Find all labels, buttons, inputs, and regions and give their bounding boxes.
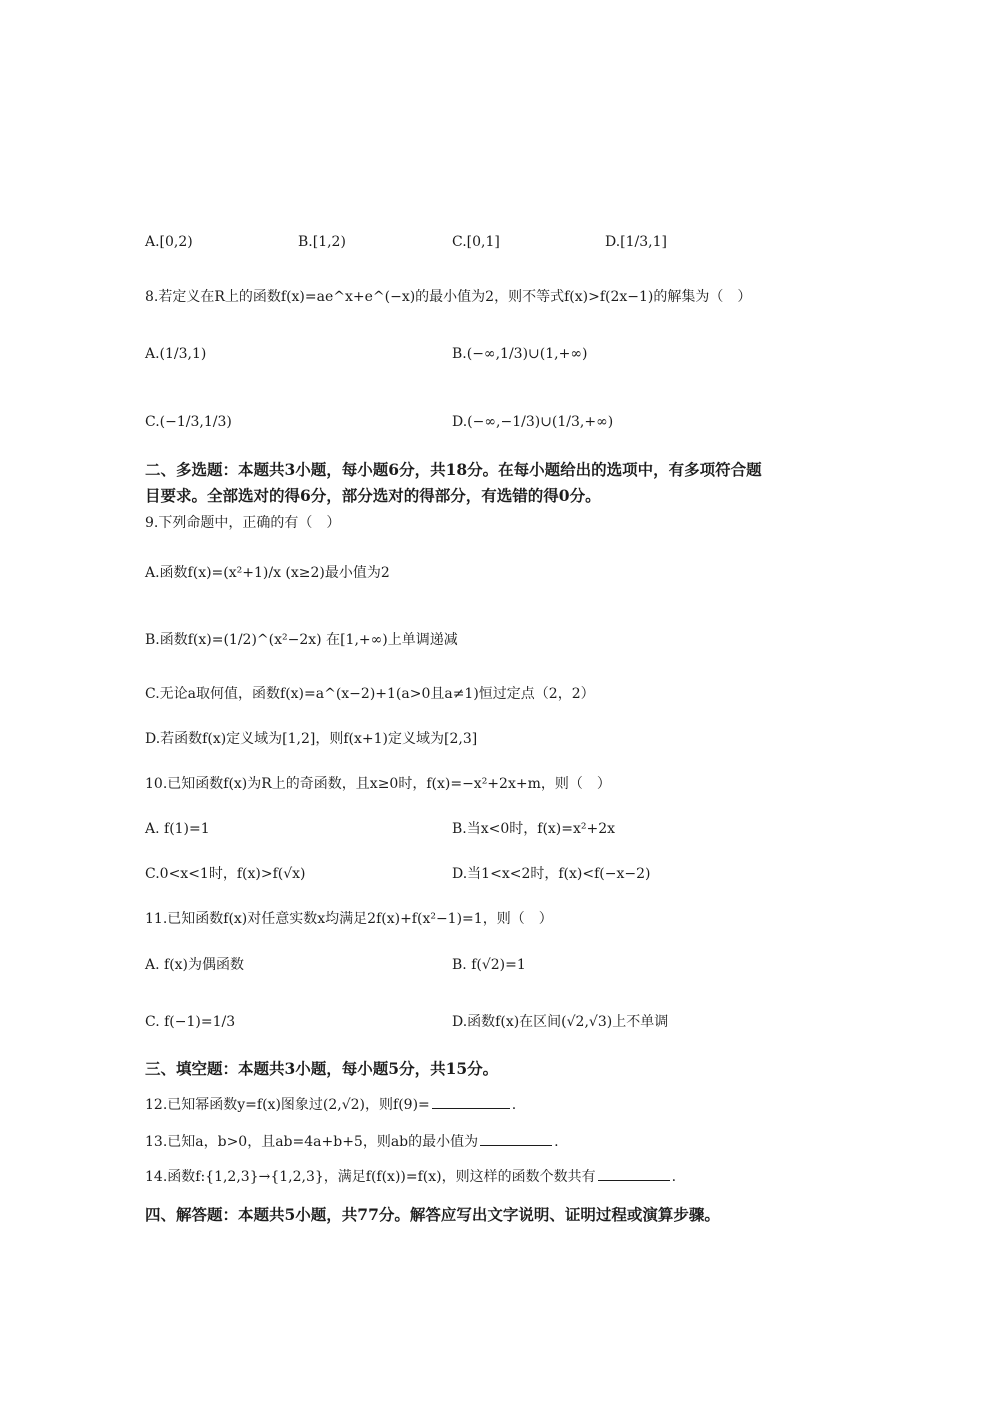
section-2-heading: 二、多选题：本题共3小题，每小题6分，共18分。在每小题给出的选项中，有多项符合题 <box>145 460 762 479</box>
q11-option-b: B. f(√2)=1 <box>452 957 526 973</box>
q9-stem: 9.下列命题中，正确的有（ ） <box>145 515 341 531</box>
q9-option-c: C.无论a取何值，函数f(x)=a^(x−2)+1(a>0且a≠1)恒过定点（2，2） <box>145 686 595 702</box>
q14-end: . <box>671 1169 677 1185</box>
q14-stem: 14.函数f:{1,2,3}→{1,2,3}，满足f(f(x))=f(x)，则这样的函数个数共有 <box>145 1169 596 1185</box>
q12-end: . <box>511 1097 517 1113</box>
q12-stem: 12.已知幂函数y=f(x)图象过(2,√2)，则f(9)= <box>145 1097 430 1113</box>
q8-stem: 8.若定义在R上的函数f(x)=ae^x+e^(−x)的最小值为2，则不等式f(x)>f(2x−1)的解集为（ ） <box>145 289 752 305</box>
q11-option-a: A. f(x)为偶函数 <box>145 957 245 973</box>
q13 <box>145 1131 559 1152</box>
q9-option-d: D.若函数f(x)定义域为[1,2]，则f(x+1)定义域为[2,3] <box>145 731 478 747</box>
q12 <box>145 1094 516 1115</box>
q7-option-c: C.[0,1] <box>452 234 500 250</box>
section-3-heading: 三、填空题：本题共3小题，每小题5分，共15分。 <box>145 1059 499 1078</box>
section-2-heading-cont: 目要求。全部选对的得6分，部分选对的得部分，有选错的得0分。 <box>145 486 601 505</box>
q14-answer-blank[interactable] <box>598 1166 670 1181</box>
q10-option-d: D.当1<x<2时，f(x)<f(−x−2) <box>452 866 651 882</box>
q10-option-a: A. f(1)=1 <box>145 821 210 837</box>
q8-option-c: C.(−1/3,1/3) <box>145 414 232 430</box>
q10-option-c: C.0<x<1时，f(x)>f(√x) <box>145 866 306 882</box>
q7-option-d: D.[1/3,1] <box>605 234 667 250</box>
section-4-heading: 四、解答题：本题共5小题，共77分。解答应写出文字说明、证明过程或演算步骤。 <box>145 1205 720 1224</box>
q9-option-a: A.函数f(x)=(x²+1)/x (x≥2)最小值为2 <box>145 565 390 581</box>
q7-option-a: A.[0,2) <box>145 234 193 250</box>
q7-option-b: B.[1,2) <box>298 234 346 250</box>
q13-end: . <box>554 1134 559 1150</box>
q8-option-d: D.(−∞,−1/3)∪(1/3,+∞) <box>452 414 614 430</box>
q11-stem: 11.已知函数f(x)对任意实数x均满足2f(x)+f(x²−1)=1，则（ ） <box>145 911 553 927</box>
q11-option-c: C. f(−1)=1/3 <box>145 1014 236 1030</box>
q8-option-b: B.(−∞,1/3)∪(1,+∞) <box>452 346 588 362</box>
q10-stem: 10.已知函数f(x)为R上的奇函数，且x≥0时，f(x)=−x²+2x+m，则（ ） <box>145 776 611 792</box>
q13-answer-blank[interactable] <box>480 1131 552 1146</box>
q12-answer-blank[interactable] <box>432 1094 510 1109</box>
q13-stem: 13.已知a，b>0，且ab=4a+b+5，则ab的最小值为 <box>145 1134 479 1150</box>
q8-option-a: A.(1/3,1) <box>145 346 207 362</box>
q11-option-d: D.函数f(x)在区间(√2,√3)上不单调 <box>452 1014 669 1030</box>
q9-option-b: B.函数f(x)=(1/2)^(x²−2x) 在[1,+∞)上单调递减 <box>145 632 458 648</box>
q14 <box>145 1166 676 1187</box>
q10-option-b: B.当x<0时，f(x)=x²+2x <box>452 821 616 837</box>
